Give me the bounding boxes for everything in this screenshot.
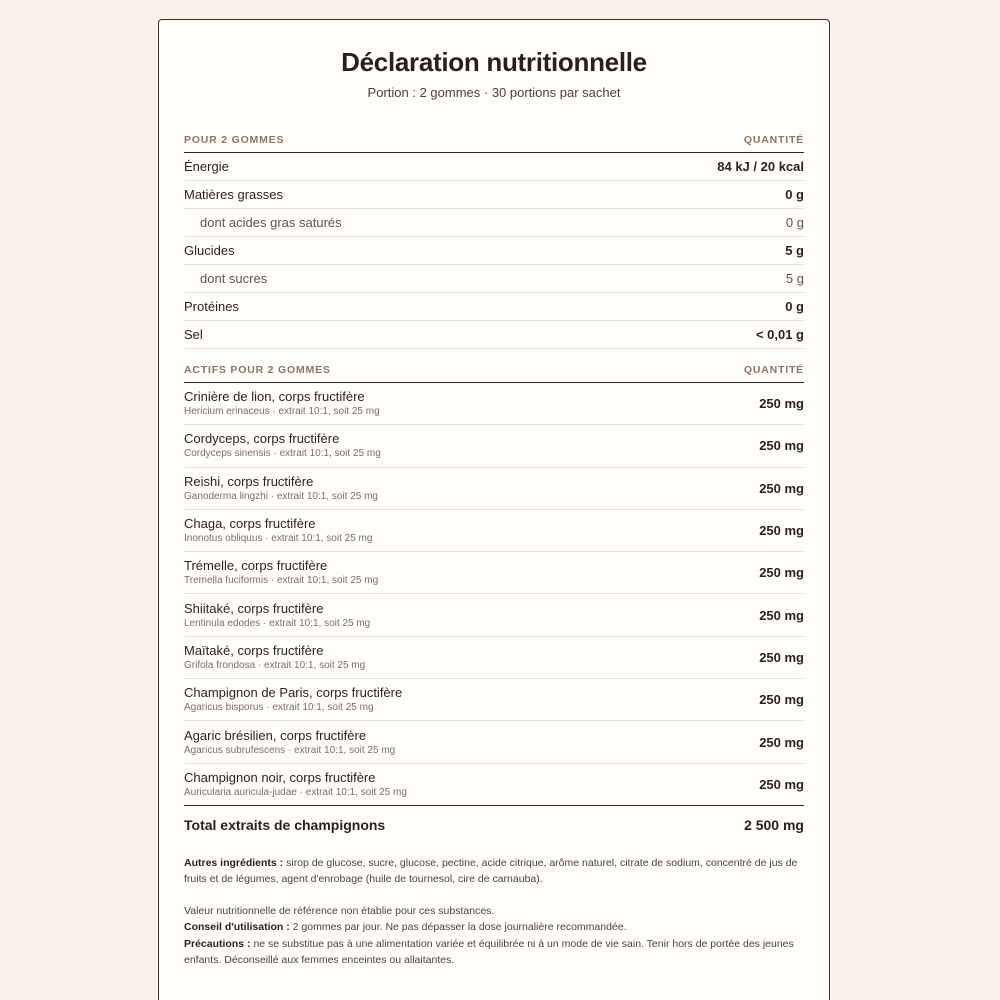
active-detail: Lentinula edodes · extrait 10:1, soit 25 mg bbox=[184, 617, 371, 629]
nutrition-row-label: Énergie bbox=[184, 159, 229, 174]
active-value: 250 mg bbox=[759, 607, 804, 623]
active-detail: Hericium erinaceus · extrait 10:1, soit 25 mg bbox=[184, 406, 380, 418]
precautions bbox=[184, 936, 804, 969]
other-ingredients bbox=[184, 855, 804, 888]
other-ingredients-text: sirop de glucose, sucre, glucose, pectine, acide citrique, arôme naturel, citrate de sodium, concentré de jus de fruits et de légumes, agent d'enrobage (huile de tournesol, cire de carnauba). bbox=[184, 856, 798, 886]
nutrition-row-protein bbox=[184, 293, 804, 321]
active-value: 250 mg bbox=[759, 523, 804, 539]
active-row bbox=[184, 721, 804, 763]
nutrition-row-label: Sel bbox=[184, 327, 203, 342]
active-value: 250 mg bbox=[759, 396, 804, 412]
nutrition-row-label: Glucides bbox=[184, 243, 235, 258]
active-detail: Cordyceps sinensis · extrait 10:1, soit 25 mg bbox=[184, 448, 381, 460]
nutrition-row-carbohydrates bbox=[184, 237, 804, 265]
active-info bbox=[184, 643, 365, 672]
nutrition-row-salt bbox=[184, 321, 804, 349]
active-name: Maïtaké, corps fructifère bbox=[184, 642, 324, 658]
nutrition-row-saturated-fat bbox=[184, 209, 804, 237]
active-detail: Tremella fuciformis · extrait 10:1, soit 25 mg bbox=[184, 575, 379, 587]
active-row bbox=[184, 425, 804, 467]
page-title: Déclaration nutritionnelle bbox=[341, 47, 647, 77]
active-info bbox=[184, 558, 378, 587]
precautions-label: Précautions : bbox=[184, 937, 251, 950]
active-name: Champignon de Paris, corps fructifère bbox=[184, 685, 403, 701]
active-value: 250 mg bbox=[759, 480, 804, 496]
active-detail: Inonotus obliquus · extrait 10:1, soit 25 mg bbox=[184, 533, 373, 545]
active-info bbox=[184, 431, 381, 460]
nutrition-row-label: Matières grasses bbox=[184, 187, 283, 202]
nutrition-table bbox=[184, 153, 804, 349]
active-info bbox=[184, 389, 380, 418]
active-detail: Agaricus bisporus · extrait 10:1, soit 25 mg bbox=[184, 702, 374, 714]
nutrition-row-value: 84 kJ / 20 kcal bbox=[717, 159, 804, 174]
active-info bbox=[184, 516, 372, 545]
nutrition-row-fat bbox=[184, 181, 804, 209]
active-detail: Agaricus subrufescens · extrait 10:1, soit 25 mg bbox=[184, 744, 396, 756]
nutrition-row-sugars bbox=[184, 265, 804, 293]
usage-advice-text: 2 gommes par jour. Ne pas dépasser la dose journalière recommandée. bbox=[289, 921, 627, 934]
nutrition-row-value: 5 g bbox=[785, 243, 804, 258]
active-row bbox=[184, 468, 804, 510]
active-name: Cordyceps, corps fructifère bbox=[184, 431, 340, 447]
nutrition-row-energy bbox=[184, 153, 804, 181]
active-info bbox=[184, 770, 407, 799]
active-row bbox=[184, 552, 804, 594]
nutrition-row-value: 5 g bbox=[785, 271, 804, 286]
nutrition-col-label: POUR 2 GOMMES bbox=[184, 134, 285, 146]
active-info bbox=[184, 474, 378, 503]
notes-section bbox=[184, 855, 804, 969]
active-value: 250 mg bbox=[759, 692, 804, 708]
active-value: 250 mg bbox=[759, 776, 804, 792]
nutrition-col-value: QUANTITÉ bbox=[743, 134, 804, 146]
active-info bbox=[184, 728, 395, 757]
active-row bbox=[184, 637, 804, 679]
nutrition-row-value: 0 g bbox=[785, 299, 804, 314]
active-row bbox=[184, 383, 804, 425]
active-detail: Auricularia auricula-judae · extrait 10:1, soit 25 mg bbox=[184, 786, 407, 798]
total-label: Total extraits de champignons bbox=[184, 817, 386, 834]
usage-advice bbox=[184, 919, 804, 936]
active-name: Shiitaké, corps fructifère bbox=[184, 600, 324, 616]
total-row bbox=[184, 806, 804, 845]
nutrition-row-label: dont sucres bbox=[200, 271, 268, 286]
active-name: Champignon noir, corps fructifère bbox=[184, 769, 376, 785]
actives-table-header bbox=[184, 362, 804, 383]
actives-col-value: QUANTITÉ bbox=[743, 364, 804, 376]
nutrition-row-label: Protéines bbox=[184, 299, 239, 314]
active-value: 250 mg bbox=[759, 734, 804, 750]
active-name: Chaga, corps fructifère bbox=[184, 516, 316, 532]
active-value: 250 mg bbox=[759, 649, 804, 665]
active-name: Trémelle, corps fructifère bbox=[184, 558, 328, 574]
nutrition-row-label: dont acides gras saturés bbox=[200, 215, 342, 230]
reference-value-note: Valeur nutritionnelle de référence non établie pour ces substances. bbox=[184, 904, 495, 917]
nutrition-facts-card bbox=[158, 19, 830, 1000]
actives-col-label: ACTIFS POUR 2 GOMMES bbox=[184, 364, 331, 376]
active-name: Agaric brésilien, corps fructifère bbox=[184, 727, 367, 743]
active-row bbox=[184, 594, 804, 636]
serving-info: Portion : 2 gommes · 30 portions par sachet bbox=[367, 85, 621, 100]
usage-advice-label: Conseil d'utilisation : bbox=[184, 921, 290, 934]
active-detail: Grifola frondosa · extrait 10:1, soit 25 mg bbox=[184, 659, 366, 671]
active-name: Crinière de lion, corps fructifère bbox=[184, 389, 365, 405]
active-detail: Ganoderma lingzhi · extrait 10:1, soit 25 mg bbox=[184, 490, 378, 502]
precautions-text: ne se substitue pas à une alimentation variée et équilibrée ni à un mode de vie sain. Tenir hors de portée des jeunes enfants. Déconseillé aux femmes enceintes ou allaitantes. bbox=[184, 937, 794, 967]
other-ingredients-label: Autres ingrédients : bbox=[184, 856, 284, 869]
active-info bbox=[184, 601, 370, 630]
nutrition-row-value: 0 g bbox=[785, 187, 804, 202]
actives-table bbox=[184, 383, 804, 806]
nutrition-row-value: < 0,01 g bbox=[755, 327, 804, 342]
total-value: 2 500 mg bbox=[744, 817, 804, 834]
active-row bbox=[184, 764, 804, 806]
active-name: Reishi, corps fructifère bbox=[184, 473, 314, 489]
active-row bbox=[184, 510, 804, 552]
active-row bbox=[184, 679, 804, 721]
active-value: 250 mg bbox=[759, 438, 804, 454]
nutrition-table-header bbox=[184, 132, 804, 153]
active-info bbox=[184, 685, 402, 714]
nutrition-row-value: 0 g bbox=[785, 215, 804, 230]
active-value: 250 mg bbox=[759, 565, 804, 581]
